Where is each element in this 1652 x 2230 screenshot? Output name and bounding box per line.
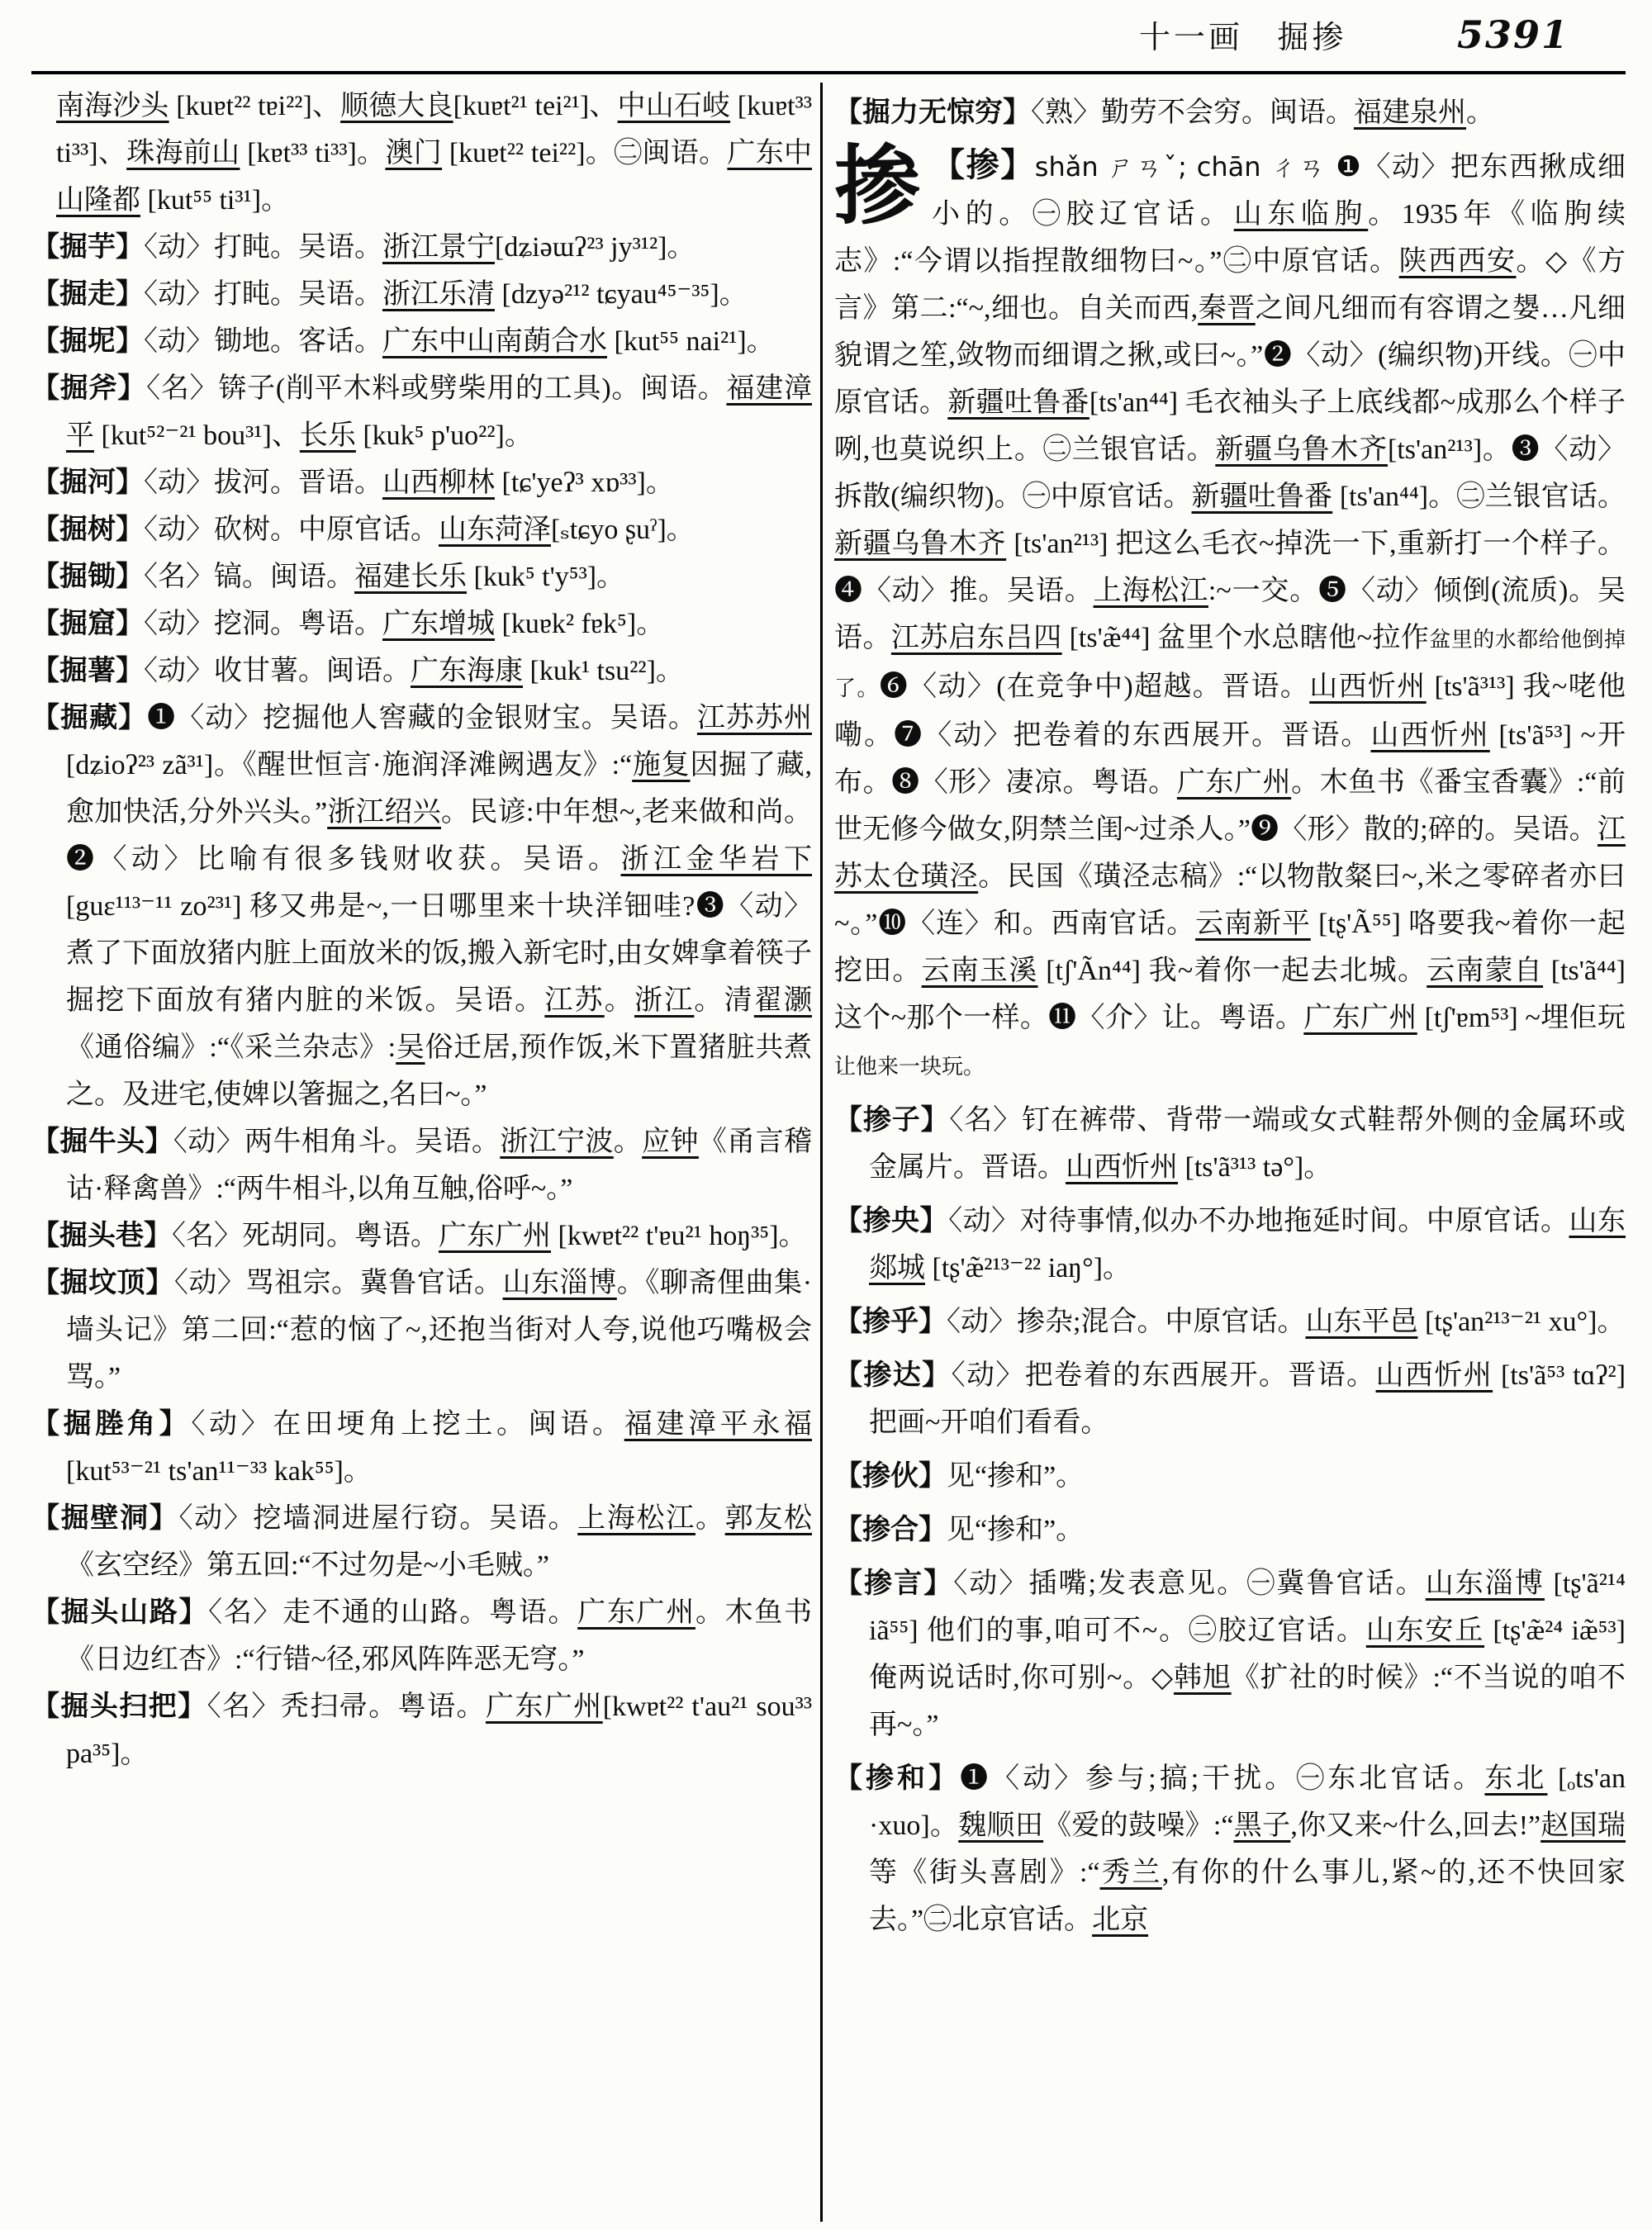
entry-text: 〈动〉骂祖宗。冀鲁官话。 (173, 1268, 503, 1298)
entry-text: [tʂ'an²¹³⁻²¹ xu°]。 (1417, 1307, 1626, 1337)
entry-headword: 【掘走】 (31, 279, 144, 310)
proper-noun: 山西忻州 (1375, 1360, 1493, 1391)
dict-entry (834, 1453, 1626, 1500)
dict-entry (31, 1260, 812, 1401)
proper-noun: 福建漳平 (66, 373, 812, 451)
entry-headword: 【掘塍角】 (31, 1409, 192, 1440)
entry-text: 。清 (694, 985, 754, 1016)
entry-text: ❻〈动〉(在竞争中)超越。晋语。 (879, 671, 1310, 702)
entry-text: 〈动〉挖墙洞进屋行窃。吴语。 (178, 1503, 578, 1534)
proper-noun: 山东淄博 (502, 1268, 617, 1298)
proper-noun: 山西忻州 (1066, 1152, 1178, 1183)
entry-text: [ts'an⁴⁴]。㊁兰银官话。 (1332, 482, 1626, 512)
proper-noun: 山东淄博 (1425, 1568, 1545, 1599)
proper-noun: 广东中山南蓢合水 (382, 326, 607, 357)
stroke-section-label: 十一画 (1138, 21, 1243, 55)
dict-entry (834, 1097, 1626, 1191)
dict-entry (31, 1495, 812, 1589)
entry-text: [tʂ'æ̃²⁴ iæ̃⁵³] 俺两说话时,你可别~。◇ (869, 1616, 1626, 1693)
entry-headword: 【掺合】 (834, 1515, 947, 1545)
proper-noun: 浙江景宁 (382, 232, 495, 263)
entry-text: 《通俗编》:“《采兰杂志》: (66, 1032, 396, 1063)
entry-text: [kut⁵⁵ ti³¹]。 (140, 185, 290, 216)
entry-text: [tʂ'ã²¹⁴ iã⁵⁵] 他们的事,咱可不~。㊁胶辽官话。 (869, 1568, 1626, 1646)
text-columns (31, 83, 1626, 2222)
proper-noun: 顺德大良 (340, 91, 453, 121)
headword-char-block (834, 141, 1626, 1090)
entry-text: 〈名〉死胡同。粤语。 (172, 1221, 439, 1251)
entry-headword: 【掘坟顶】 (31, 1268, 174, 1298)
proper-noun: 福建长乐 (354, 562, 467, 592)
column-divider (820, 83, 823, 2222)
entry-headword: 【掘头扫把】 (31, 1691, 207, 1722)
entry-text: [kut⁵⁵ nai²¹]。 (607, 326, 775, 357)
entry-headword: 【掺央】 (834, 1206, 949, 1236)
entry-text: [ts'ã⁵³] ~开布。❽〈形〉凄凉。粤语。 (834, 720, 1626, 798)
guide-words: 掘掺 (1277, 21, 1347, 55)
gloss-text: 让他来一块玩。 (834, 1055, 985, 1079)
entry-text: 〈名〉秃扫帚。粤语。 (206, 1691, 486, 1722)
entry-text: 。1935年《临朐续志》:“今谓以指捏散细物曰~。”㊁中原官话。 (834, 199, 1626, 277)
entry-text: 〈名〉锛子(削平木料或劈柴用的工具)。闽语。 (146, 373, 727, 404)
entry-text: [kɐt³³ ti³³]。 (240, 138, 386, 168)
proper-noun: 新疆乌鲁木齐 (834, 529, 1007, 559)
proper-noun: 浙江 (634, 985, 695, 1016)
entry-text: 〈名〉镐。闽语。 (144, 562, 354, 592)
proper-noun: 广东增城 (382, 609, 495, 639)
dict-entry (31, 271, 812, 318)
entry-text: [kwɐt²² t'ɐu²¹ hoŋ³⁵]。 (551, 1221, 807, 1251)
entry-text: [kut⁵³⁻²¹ ts'an¹¹⁻³³ kak⁵⁵]。 (66, 1456, 372, 1487)
proper-noun: 东北 (1484, 1763, 1548, 1794)
entry-text: [ts'an⁴⁴] 毛衣袖头子上底线都~成那么个样子咧,也莫说织上。㊁兰银官话。 (834, 387, 1626, 465)
proper-noun: 新疆乌鲁木齐 (1215, 434, 1389, 465)
entry-text: [tɕ'yeʔ³ xɒ³³]。 (495, 467, 674, 498)
entry-text: 。《聊斋俚曲集·墙头记》第二回:“惹的恼了~,还抱当街对人夸,说他巧嘴极会骂。” (66, 1268, 812, 1393)
proper-noun: 江苏太仓璜泾 (834, 814, 1626, 892)
proper-noun: 山西柳林 (382, 467, 495, 498)
dict-entry (31, 1683, 812, 1777)
entry-text: [ts'æ̃⁴⁴] 盆里个水总瞎他~拉作 (1061, 623, 1430, 653)
entry-text: ❶〈动〉参与;搞;干扰。㊀东北官话。 (960, 1763, 1485, 1794)
entry-headword: 【掘芋】 (31, 232, 144, 263)
proper-noun: 北京 (1092, 1905, 1149, 1935)
dict-entry (31, 1118, 812, 1212)
proper-noun: 韩旭 (1174, 1663, 1232, 1693)
dict-entry (31, 1589, 812, 1683)
proper-noun: 广东中山隆都 (56, 138, 812, 216)
proper-noun: 广东广州 (439, 1221, 551, 1251)
proper-noun: 浙江乐清 (382, 279, 495, 310)
proper-noun: 福建漳平永福 (624, 1409, 812, 1440)
proper-noun: 翟灏 (753, 985, 812, 1016)
gloss-text: 盆里的水都给他倒掉了。 (834, 628, 1626, 700)
dict-entry (834, 1198, 1626, 1292)
entry-text: [kuk⁵ t'y⁵³]。 (467, 562, 625, 592)
proper-noun: 新疆吐鲁番 (1191, 482, 1333, 512)
entry-text: 〈名〉钉在裤带、背带一端或女式鞋帮外侧的金属环或金属片。晋语。 (869, 1105, 1626, 1183)
proper-noun: 山东菏泽 (439, 515, 551, 545)
entry-text: [dzyə²¹² tɕyau⁴⁵⁻³⁵]。 (495, 279, 748, 310)
entry-text: 见“掺和”。 (947, 1461, 1085, 1492)
entry-text: 〈动〉在田埂角上挖土。闽语。 (191, 1409, 624, 1440)
entry-text: 〈动〉打盹。吴语。 (144, 279, 382, 310)
proper-noun: 浙江绍兴 (327, 797, 441, 828)
entry-headword: 【掺言】 (834, 1568, 954, 1599)
entry-text: 。 (1466, 97, 1494, 128)
proper-noun: 施复 (632, 750, 691, 780)
entry-text: 〈动〉打盹。吴语。 (144, 232, 382, 263)
proper-noun: 云南蒙自 (1427, 956, 1544, 986)
entry-headword: 【掘坭】 (31, 326, 144, 357)
proper-noun: 中山石岐 (617, 91, 731, 121)
proper-noun: 吴 (396, 1032, 425, 1063)
proper-noun: 山东安丘 (1365, 1616, 1485, 1646)
entry-text: 〈动〉收甘薯。闽语。 (144, 656, 411, 686)
pronunciation: shǎn ㄕㄢˇ; chān ㄔㄢ (1034, 151, 1336, 183)
entry-text: 。木鱼书《番宝香囊》:“前世无修今做女,阴禁兰闺~过杀人。”❾〈形〉散的;碎的。吴语。 (834, 767, 1626, 845)
entry-text: ❶〈动〉把东西揪成细小的。㊀胶辽官话。 (932, 152, 1626, 230)
entry-text: 《甬言稽诂·释禽兽》:“两牛相斗,以角互触,俗呼~。” (66, 1127, 812, 1204)
proper-noun: 云南玉溪 (921, 956, 1038, 986)
entry-text: [ts'ã³¹³ tə°]。 (1178, 1152, 1332, 1183)
entry-text: [dʑiəɯʔ²³ jy³¹²]。 (495, 232, 695, 263)
entry-headword: 【掘窟】 (31, 609, 144, 639)
entry-text: [tʃ'ɐm⁵³] ~埋佢玩 (1417, 1003, 1626, 1033)
entry-text: [ts'an²¹³] 把这么毛衣~掉洗一下,重新打一个样子。❹〈动〉推。吴语。 (834, 529, 1626, 606)
entry-headword: 【掘藏】 (31, 703, 148, 733)
entry-text: [kuɐt²² tɐi²²]、 (169, 91, 341, 121)
entry-text: [kuɐt²¹ tei²¹]、 (453, 91, 618, 121)
entry-text: [kuɐt²² tei²²]。㊁闽语。 (442, 138, 728, 168)
entry-text: 〈熟〉勤劳不会穷。闽语。 (1031, 97, 1354, 128)
entry-headword: 【掘河】 (31, 467, 144, 498)
proper-noun: 上海松江 (577, 1503, 695, 1534)
proper-noun: 澳门 (385, 138, 443, 168)
dict-entry (834, 89, 1626, 136)
entry-headword: 【掘头山路】 (31, 1597, 209, 1628)
entry-headword: 【掘力无惊穷】 (834, 97, 1031, 128)
proper-noun: 江苏启东吕四 (890, 623, 1062, 653)
entry-text: 〈动〉把卷着的东西展开。晋语。 (951, 1360, 1376, 1391)
entry-text: 〈动〉砍树。中原官话。 (144, 515, 439, 545)
entry-text: :~一交。❺〈动〉倾倒(流质)。吴语。 (834, 576, 1626, 653)
proper-noun: 魏顺田 (958, 1810, 1044, 1841)
dict-entry (834, 1352, 1626, 1446)
proper-noun: 郭友松 (724, 1503, 812, 1534)
entry-text: [ts'ã⁴⁴] 这个~那个一样。⓫〈介〉让。粤语。 (834, 956, 1626, 1033)
proper-noun: 广东广州 (577, 1597, 695, 1628)
entry-headword: 【掺乎】 (834, 1307, 947, 1337)
entry-text: 〈动〉拔河。晋语。 (144, 467, 382, 498)
entry-text: 〈名〉走不通的山路。粤语。 (208, 1597, 578, 1628)
entry-text: 〈动〉插嘴;发表意见。㊀冀鲁官话。 (953, 1568, 1426, 1599)
entry-text: [kuɐt³³ ti³³]、 (56, 91, 812, 168)
dict-entry (31, 506, 812, 553)
entry-text: 。 (613, 1127, 643, 1157)
proper-noun: 秦晋 (1198, 293, 1256, 324)
entry-text: 〈动〉掺杂;混合。中原官话。 (947, 1307, 1306, 1337)
entry-text: [tʂ'Ã⁵⁵] 咯要我~着你一起挖田。 (834, 909, 1626, 986)
entry-headword: 【掘牛头】 (31, 1127, 173, 1157)
proper-noun: 广东广州 (485, 1691, 603, 1722)
dict-entry (834, 1755, 1626, 1943)
dict-entry (31, 365, 812, 459)
entry-headword: 【掘树】 (31, 515, 144, 545)
proper-noun: 广东海康 (411, 656, 523, 686)
proper-noun: 福建泉州 (1354, 97, 1466, 128)
entry-text: [ts'an²¹³]。❸〈动〉拆散(编织物)。㊀中原官话。 (834, 434, 1626, 512)
entry-headword: 【掺达】 (834, 1360, 952, 1391)
entry-text: 〈动〉挖洞。粤语。 (144, 609, 382, 639)
entry-text: [ts'ã³¹³] 我~咾他嘞。❼〈动〉把卷着的东西展开。晋语。 (834, 671, 1626, 751)
proper-noun: 山东临朐 (1233, 199, 1369, 230)
dict-entry (834, 1298, 1626, 1345)
entry-text: 之间凡细而有容谓之嫢…凡细貌谓之笙,敛物而细谓之揪,或曰~。”❷〈动〉(编织物)开线。㊀中原官话。 (834, 293, 1626, 418)
entry-text: [dʑioʔ²³ zã³¹]。《醒世恒言·施润泽滩阙遇友》:“ (66, 750, 633, 780)
proper-noun: 广东广州 (1303, 1003, 1417, 1033)
proper-noun: 江苏苏州 (696, 703, 812, 733)
entry-text: 〈动〉锄地。客话。 (144, 326, 382, 357)
proper-noun: 上海松江 (1093, 576, 1208, 606)
entry-text: 等《街头喜剧》:“ (869, 1858, 1100, 1888)
dict-entry (31, 459, 812, 506)
entry-text: 《玄空经》第五回:“不过勿是~小毛贼。” (66, 1550, 550, 1581)
entry-text: ,你又来~什么,回去!” (1290, 1810, 1541, 1841)
dict-entry (834, 1506, 1626, 1554)
entry-headword: 【掘头巷】 (31, 1221, 172, 1251)
entry-text: 〈动〉对待事情,似办不办地拖延时间。中原官话。 (948, 1206, 1569, 1236)
proper-noun: 山西忻州 (1370, 720, 1490, 751)
proper-noun: 黑子 (1233, 1810, 1291, 1841)
page-number: 5391 (1456, 12, 1569, 57)
dict-entry (31, 695, 812, 1118)
entry-text: [kut⁵²⁻²¹ bou³¹]、 (94, 420, 300, 451)
entry-text: 。民谚:中年想~,老来做和尚。❷〈动〉比喻有很多钱财收获。吴语。 (66, 797, 812, 875)
entry-text: ❶〈动〉挖掘他人窖藏的金银财宝。吴语。 (147, 703, 697, 733)
proper-noun: 南海沙头 (56, 91, 169, 121)
entry-text: 俗迁居,预作饭,米下置猪脏共煮之。及进宅,使婢以箸掘之,名曰~。” (66, 1032, 812, 1110)
entry-headword: 【掘斧】 (31, 373, 147, 404)
proper-noun: 新疆吐鲁番 (947, 387, 1089, 418)
entry-headword: 【掺子】 (834, 1105, 950, 1136)
entry-text: ,有你的什么事儿,紧~的,还不快回家去。”㊁北京官话。 (869, 1858, 1626, 1935)
proper-noun: 长乐 (299, 420, 356, 451)
right-column (834, 83, 1626, 2222)
entry-headword: 【掘壁洞】 (31, 1503, 179, 1534)
entry-text: 〈动〉两牛相角斗。吴语。 (173, 1127, 501, 1157)
proper-noun: 浙江金华岩下 (620, 844, 812, 875)
entry-text: 因掘了藏,愈加快活,分外兴头。” (66, 750, 812, 828)
entry-text: [ts'ã⁵³ tɑʔ²] 把画~开咱们看看。 (869, 1360, 1626, 1438)
entry-text: 《扩社的时候》:“不当说的咱不再~。” (869, 1663, 1626, 1740)
entry-text: 。木鱼书《日边红杏》:“行错~径,邪风阵阵恶无穹。” (66, 1597, 812, 1675)
entry-text: [kuk⁵ p'uo²²]。 (355, 420, 533, 451)
entry-text: [tʂ'æ̃²¹³⁻²² iaŋ°]。 (925, 1253, 1131, 1283)
entry-text: [ₒts'an ·xuo]。 (869, 1763, 1626, 1841)
entry-text: 。 (604, 985, 634, 1016)
entry-text: [kuk¹ tsu²²]。 (523, 656, 684, 686)
dict-entry (31, 600, 812, 648)
proper-noun: 山东郯城 (869, 1206, 1626, 1283)
top-rule (31, 71, 1626, 74)
entry-text: [ₛtɕyo ʂuˀ]。 (551, 515, 695, 545)
entry-text: [guɛ¹¹³⁻¹¹ zo²³¹] 移又弗是~,一日哪里来十块洋钿哇?❸〈动〉煮了下面放猪内脏上面放米的饭,搬入新宅时,由女婢拿着筷子掘挖下面放有猪内脏的米饭。吴语。 (66, 891, 812, 1016)
headword-bracket: 【掺】 (932, 146, 1035, 183)
proper-noun: 浙江宁波 (500, 1127, 614, 1157)
entry-headword: 【掺伙】 (834, 1461, 947, 1492)
proper-noun: 山东平邑 (1305, 1307, 1418, 1337)
proper-noun: 陕西西安 (1398, 246, 1517, 277)
entry-text: 《爱的鼓噪》:“ (1043, 1810, 1234, 1841)
entry-text: 。◇《方言》第二:“~,细也。自关而西, (834, 246, 1626, 324)
continuation-block (31, 83, 812, 224)
dict-entry (31, 1401, 812, 1495)
dict-entry (31, 224, 812, 271)
entry-headword: 【掘锄】 (31, 562, 144, 592)
proper-noun: 珠海前山 (126, 138, 240, 168)
dict-entry (31, 648, 812, 695)
entry-text: [kuɐk² fɐk⁵]。 (495, 609, 665, 639)
proper-noun: 赵国瑞 (1540, 1810, 1626, 1841)
entry-text: 。 (695, 1503, 725, 1534)
entry-headword: 【掺和】 (834, 1763, 961, 1794)
dict-entry (834, 1560, 1626, 1748)
entry-text: [tʃ'Ãn⁴⁴] 我~着你一起去北城。 (1037, 956, 1427, 986)
entry-text: 。民国《璜泾志稿》:“以物散粲曰~,米之零碎者亦曰~。”❿〈连〉和。西南官话。 (834, 861, 1626, 939)
proper-noun: 江苏 (544, 985, 605, 1016)
proper-noun: 广东广州 (1176, 767, 1292, 798)
entry-text: 见“掺和”。 (947, 1515, 1085, 1545)
left-column (31, 83, 812, 2222)
page-header (0, 12, 1619, 57)
entry-text: [kwɐt²² t'au²¹ sou³³ pa³⁵]。 (66, 1691, 812, 1769)
headword-character: 掺 (834, 140, 921, 235)
proper-noun: 山西忻州 (1309, 671, 1427, 702)
dict-entry (31, 318, 812, 365)
entry-headword: 【掘薯】 (31, 656, 144, 686)
proper-noun: 应钟 (642, 1127, 699, 1157)
proper-noun: 云南新平 (1195, 909, 1311, 939)
dict-entry (31, 553, 812, 600)
proper-noun: 秀兰 (1099, 1858, 1162, 1888)
dict-entry (31, 1212, 812, 1260)
